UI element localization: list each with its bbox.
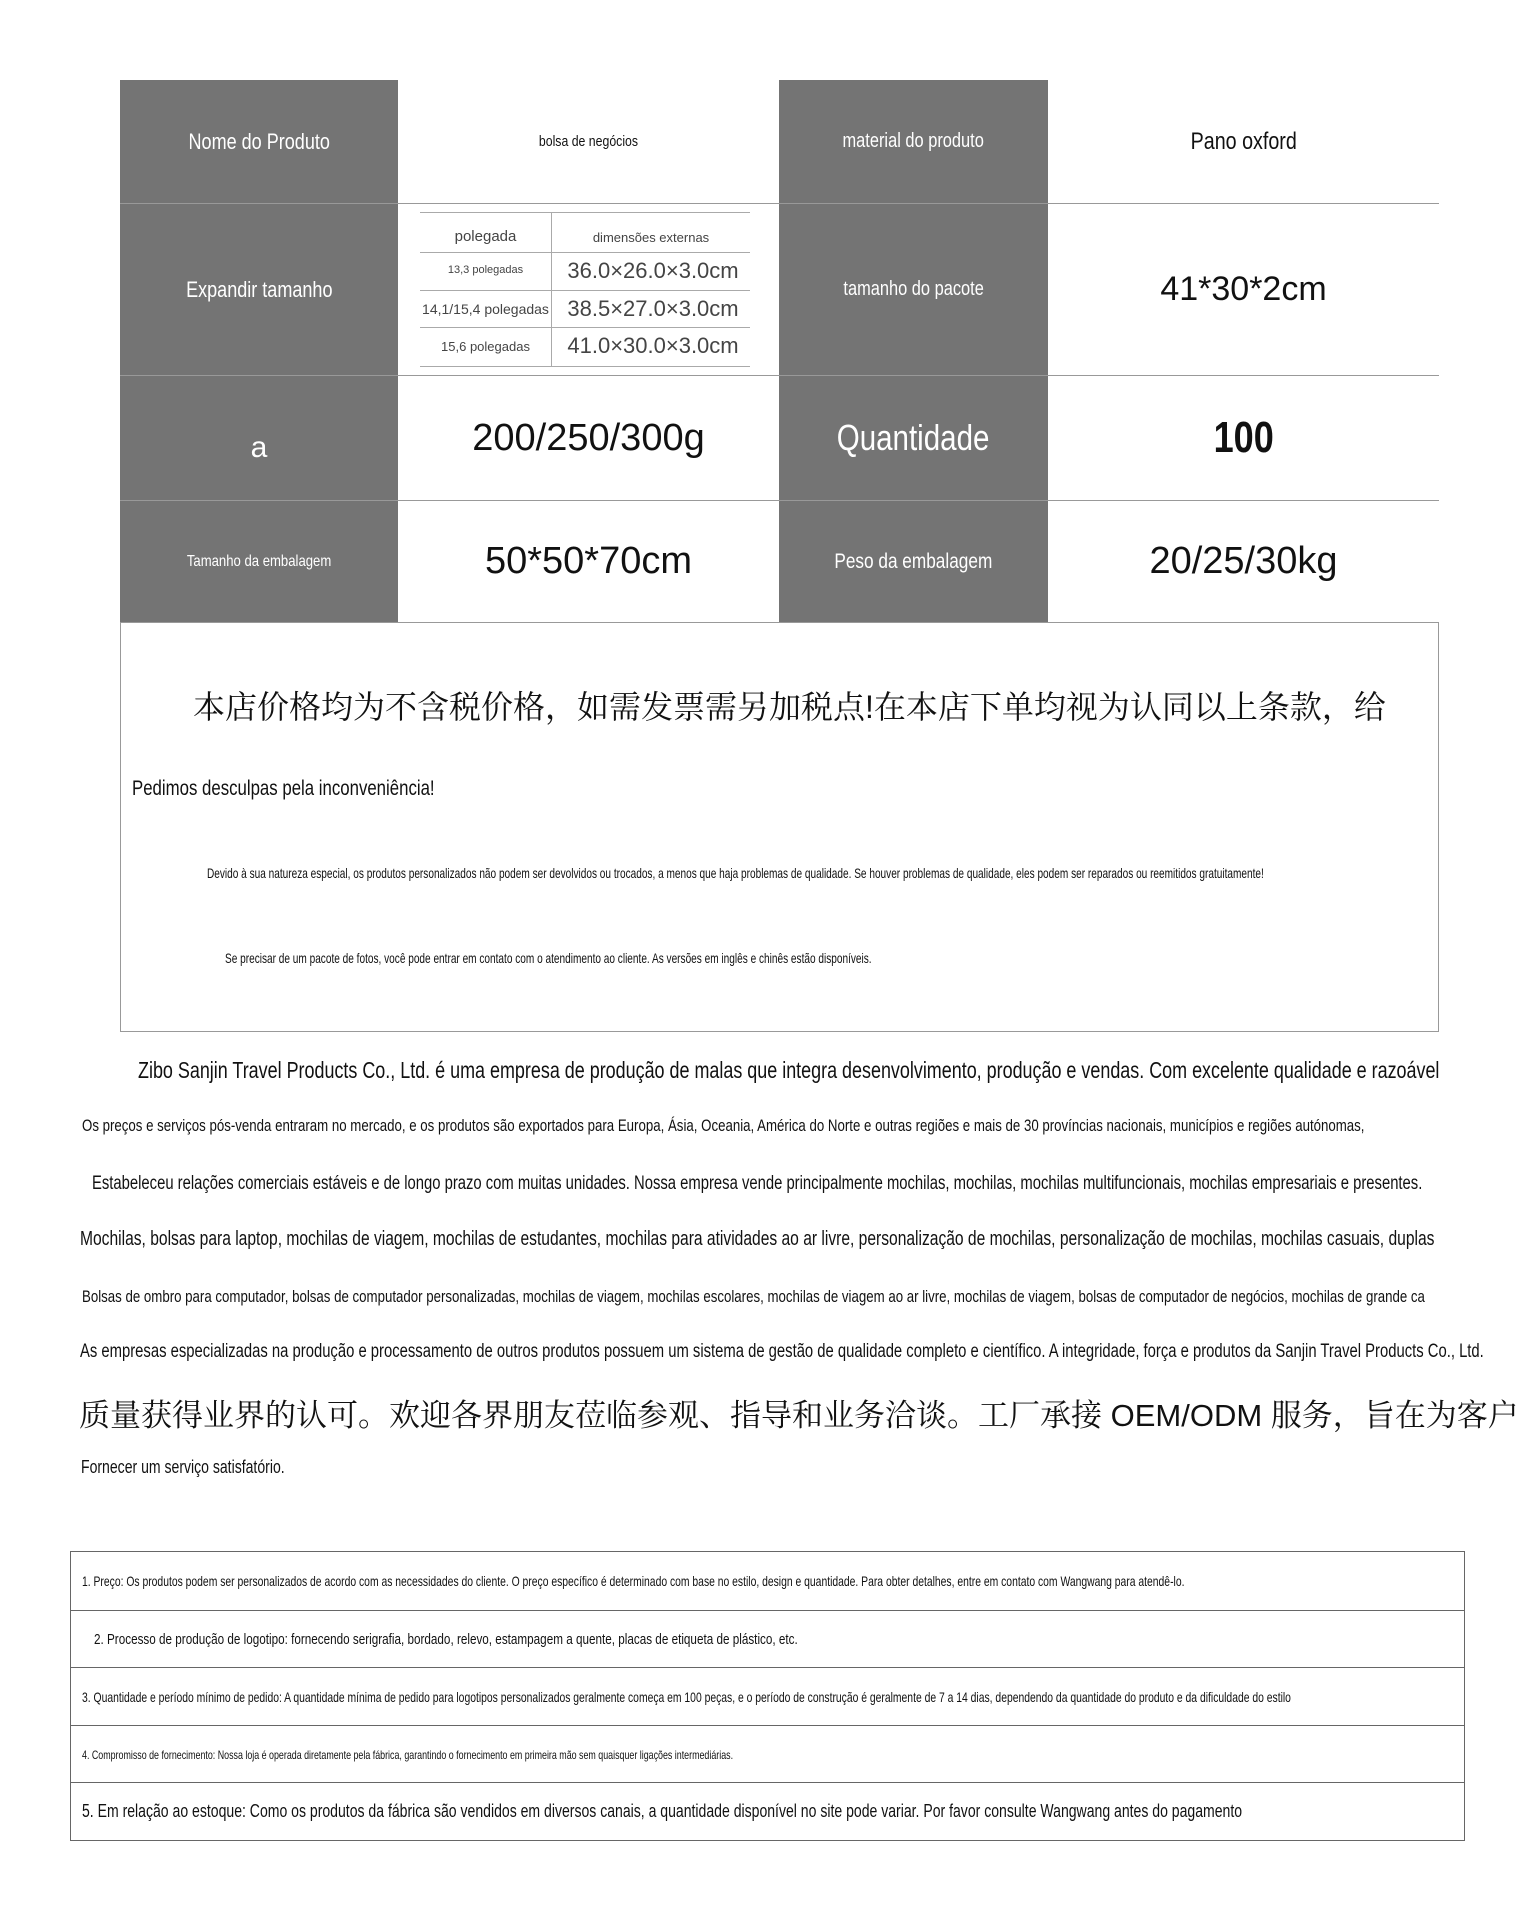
material-value [1048, 80, 1439, 203]
terms-row-text: 1. Preço: Os produtos podem ser personalizados de acordo com as necessidades do cliente. O preço específico é determinado com base no estilo, design e quantidade. Para obter detalhes, entre em contato com Wangwang para atendê-lo. [82, 1572, 1185, 1589]
company-line: Zibo Sanjin Travel Products Co., Ltd. é uma empresa de produção de malas que integra desenvolvimento, produção e vendas. Com excelente qualidade e razoável [138, 1057, 1440, 1083]
terms-row [70, 1610, 1465, 1668]
size-row-inch: 14,1/15,4 polegadas [422, 301, 549, 317]
terms-row-text: 5. Em relação ao estoque: Como os produtos da fábrica são vendidos em diversos canais, a quantidade disponível no site pode variar. Por favor consulte Wangwang antes do pagamento [82, 1801, 1243, 1821]
weight-value [398, 375, 779, 500]
terms-row-text: 3. Quantidade e período mínimo de pedido: A quantidade mínima de pedido para logotipos personalizados geralmente começa em 100 peças, e o período de construção é geralmente de 7 a 14 dias, dependendo da quantidade do produto e da dificuldade do estilo [82, 1688, 1291, 1705]
packing-weight-value-text: 20/25/30kg [1149, 540, 1338, 582]
packing-weight-label-text: Peso da embalagem [834, 549, 993, 573]
quantity-value [1048, 375, 1439, 500]
notice-photos: Se precisar de um pacote de fotos, você pode entrar em contato com o atendimento ao cliente. As versões em inglês e chinês estão disponíveis. [225, 950, 872, 966]
size-table [398, 203, 779, 376]
size-row-inch: 15,6 polegadas [441, 339, 530, 354]
terms-row-text: 4. Compromisso de fornecimento: Nossa loja é operada diretamente pela fábrica, garantindo o fornecimento em primeira mão sem quaisquer ligações intermediárias. [82, 1747, 734, 1762]
package-size-label [779, 203, 1048, 375]
package-size-value-text: 41*30*2cm [1160, 270, 1327, 308]
packing-size-label-text: Tamanho da embalagem [186, 552, 332, 570]
material-label [779, 80, 1048, 203]
product-name-value-text: bolsa de negócios [538, 133, 639, 150]
terms-row [70, 1551, 1465, 1609]
weight-label [120, 375, 398, 500]
weight-value-text: 200/250/300g [472, 416, 705, 459]
packing-size-value [398, 500, 779, 622]
package-size-label-text: tamanho do pacote [843, 278, 984, 300]
material-value-text: Pano oxford [1190, 127, 1297, 155]
size-header-inch: polegada [454, 228, 517, 245]
notice-apology: Pedimos desculpas pela inconveniência! [132, 777, 435, 800]
company-line: Fornecer um serviço satisfatório. [81, 1457, 285, 1477]
company-line-chinese: 质量获得业界的认可。欢迎各界朋友莅临参观、指导和业务洽谈。工厂承接 OEM/ODM 服务，旨在为客户 [79, 1398, 1519, 1433]
quantity-label-text: Quantidade [837, 417, 990, 458]
quantity-value-text: 100 [1213, 413, 1274, 462]
terms-row [70, 1725, 1465, 1783]
product-name-value [398, 80, 779, 203]
expand-size-label-text: Expandir tamanho [185, 276, 333, 302]
company-line: Bolsas de ombro para computador, bolsas de computador personalizadas, mochilas de viagem, mochilas escolares, mochilas de viagem ao ar livre, mochilas de viagem, bolsas de computador de negócios, mochilas de grande ca [82, 1287, 1425, 1306]
company-line: Estabeleceu relações comerciais estáveis ​​e de longo prazo com muitas unidades. Nossa empresa vende principalmente mochilas, mochilas, mochilas multifuncionais, mochilas empresariais e presentes. [92, 1173, 1423, 1194]
size-row-inch: 13,3 polegadas [447, 264, 524, 276]
terms-row [70, 1667, 1465, 1725]
packing-weight-label [779, 500, 1048, 622]
packing-size-value-text: 50*50*70cm [484, 540, 693, 582]
notice-returns: Devido à sua natureza especial, os produtos personalizados não podem ser devolvidos ou trocados, a menos que haja problemas de qualidade. Se houver problemas de qualidade, eles podem ser reparados ou reemitidos gratuitamente! [207, 865, 1264, 881]
company-line: Mochilas, bolsas para laptop, mochilas de viagem, mochilas de estudantes, mochilas para atividades ao ar livre, personalização de mochilas, personalização de mochilas, mochilas casuais, duplas [80, 1228, 1435, 1250]
quantity-label [779, 375, 1048, 500]
packing-weight-value [1048, 500, 1439, 622]
product-name-label [120, 80, 398, 203]
terms-row-text: 2. Processo de produção de logotipo: fornecendo serigrafia, bordado, relevo, estampagem a quente, placas de etiqueta de plástico, etc. [94, 1631, 798, 1648]
package-size-value [1048, 203, 1439, 375]
size-header-dimensions: dimensões externas [592, 230, 710, 245]
material-label-text: material do produto [842, 130, 985, 152]
terms-row [70, 1782, 1465, 1840]
company-line: Os preços e serviços pós-venda entraram no mercado, e os produtos são exportados para Europa, Ásia, Oceania, América do Norte e outras regiões e mais de 30 províncias nacionais, municípios e regiões autónomas, [82, 1116, 1365, 1135]
size-row-dimensions: 38.5×27.0×3.0cm [567, 296, 739, 321]
product-name-label-text: Nome do Produto [188, 128, 330, 154]
notice-chinese: 本店价格均为不含税价格，如需发票需另加税点!在本店下单均视为认同以上条款，给 [193, 689, 1386, 725]
packing-size-label [120, 500, 398, 622]
size-row-dimensions: 41.0×30.0×3.0cm [567, 333, 739, 358]
weight-label-text: a [250, 431, 268, 464]
expand-size-label [120, 203, 398, 375]
company-line: As empresas especializadas na produção e processamento de outros produtos possuem um sistema de gestão de qualidade completo e científico. A integridade, força e produtos da Sanjin Travel Products Co., Ltd. [80, 1341, 1484, 1362]
size-row-dimensions: 36.0×26.0×3.0cm [567, 258, 739, 283]
